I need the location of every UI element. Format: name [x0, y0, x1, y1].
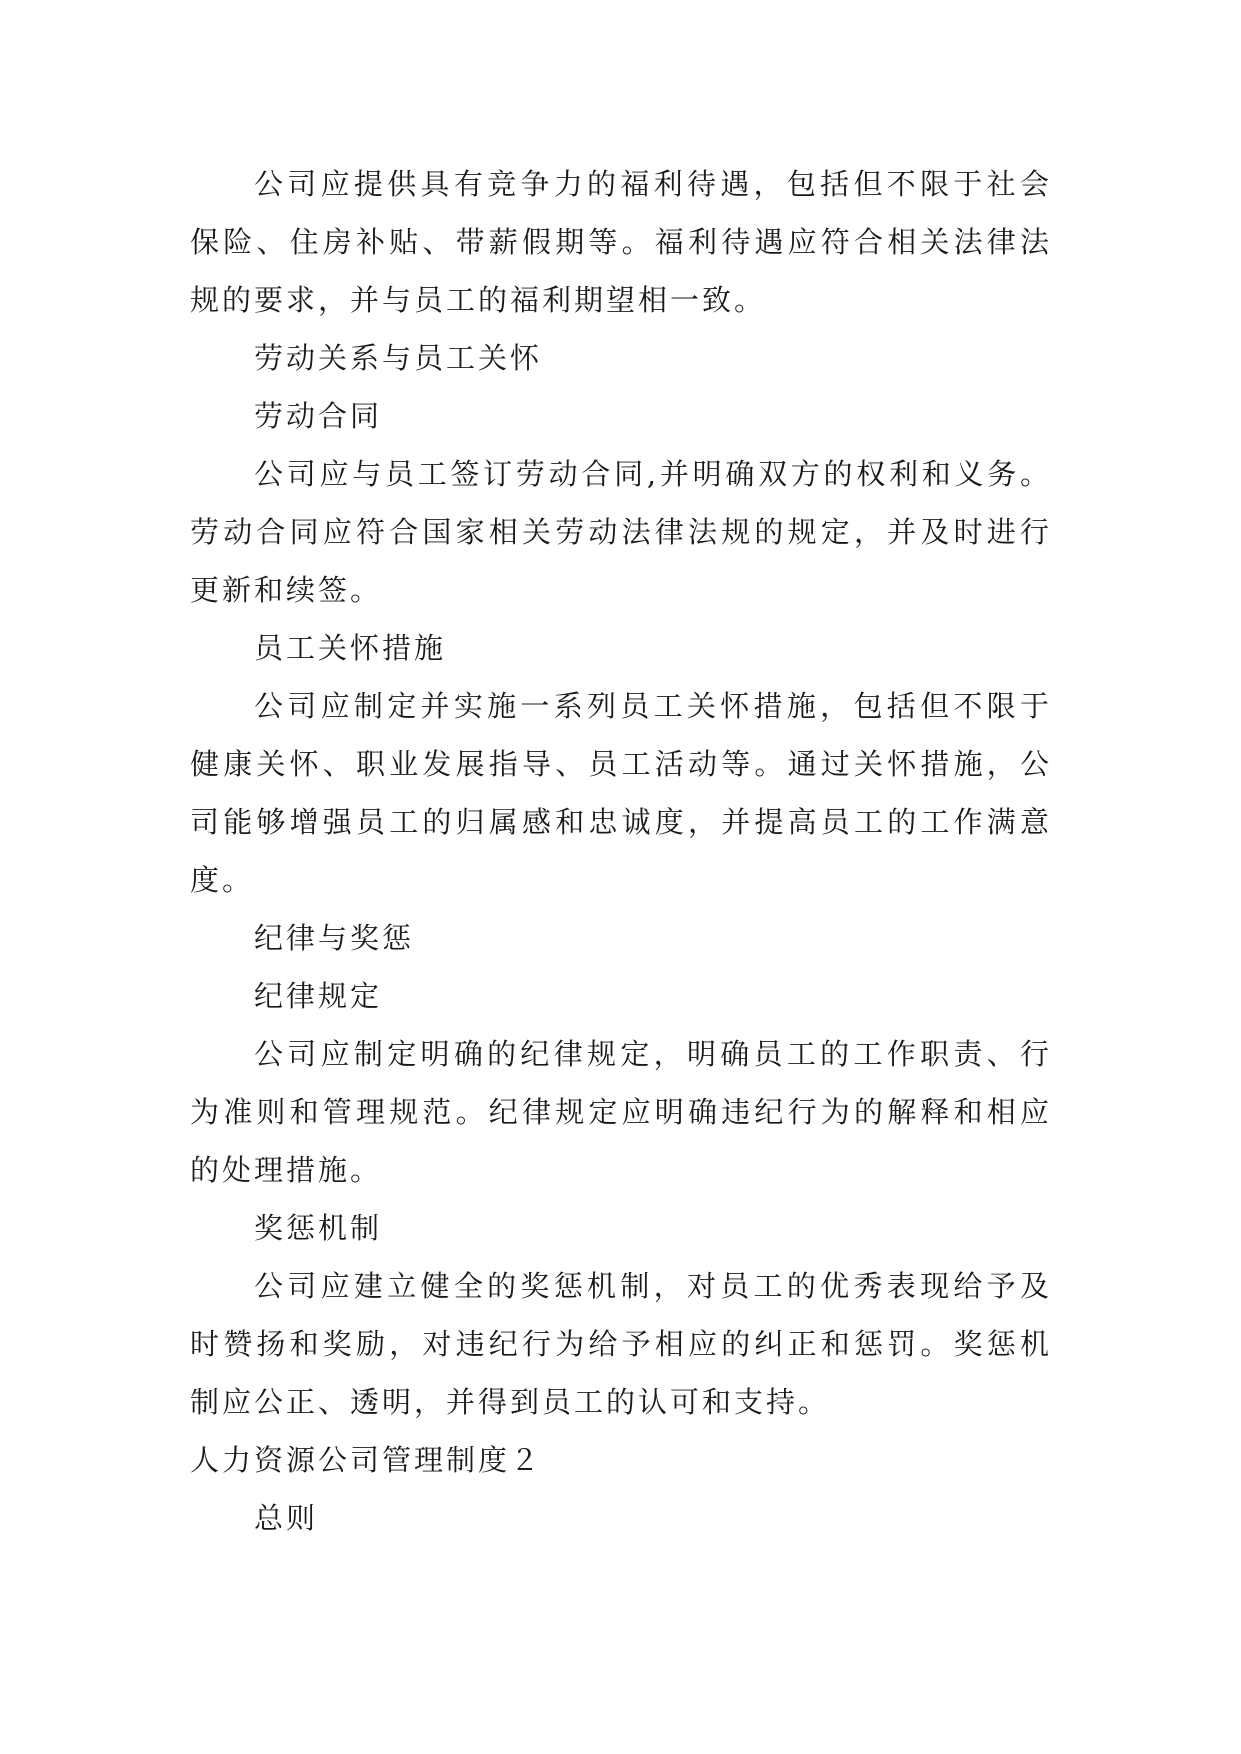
paragraph-reward-mechanism: 公司应建立健全的奖惩机制，对员工的优秀表现给予及时赞扬和奖励，对违纪行为给予相应的纠正和惩罚。奖惩机制应公正、透明，并得到员工的认可和支持。	[190, 1269, 1052, 1419]
heading-discipline-rules: 纪律规定	[254, 979, 383, 1013]
heading-reward-mechanism: 奖惩机制	[254, 1211, 383, 1245]
heading-employee-care: 员工关怀措施	[254, 631, 447, 665]
paragraph-labor-contract: 公司应与员工签订劳动合同,并明确双方的权利和义务。劳动合同应符合国家相关劳动法律法规的规定，并及时进行更新和续签。	[190, 457, 1052, 607]
paragraph-employee-care: 公司应制定并实施一系列员工关怀措施，包括但不限于健康关怀、职业发展指导、员工活动等。通过关怀措施，公司能够增强员工的归属感和忠诚度，并提高员工的工作满意度。	[190, 689, 1052, 897]
heading-labor-contract: 劳动合同	[254, 399, 383, 433]
heading-discipline-rewards: 纪律与奖惩	[254, 921, 415, 955]
heading-labor-relations: 劳动关系与员工关怀	[254, 341, 543, 375]
document-title: 人力资源公司管理制度２	[190, 1443, 543, 1477]
paragraph-welfare: 公司应提供具有竞争力的福利待遇，包括但不限于社会保险、住房补贴、带薪假期等。福利待遇应符合相关法律法规的要求，并与员工的福利期望相一致。	[190, 167, 1052, 317]
paragraph-discipline-rules: 公司应制定明确的纪律规定，明确员工的工作职责、行为准则和管理规范。纪律规定应明确违纪行为的解释和相应的处理措施。	[190, 1037, 1052, 1187]
document-body	[190, 155, 1052, 1547]
heading-general-provisions: 总则	[254, 1501, 319, 1535]
